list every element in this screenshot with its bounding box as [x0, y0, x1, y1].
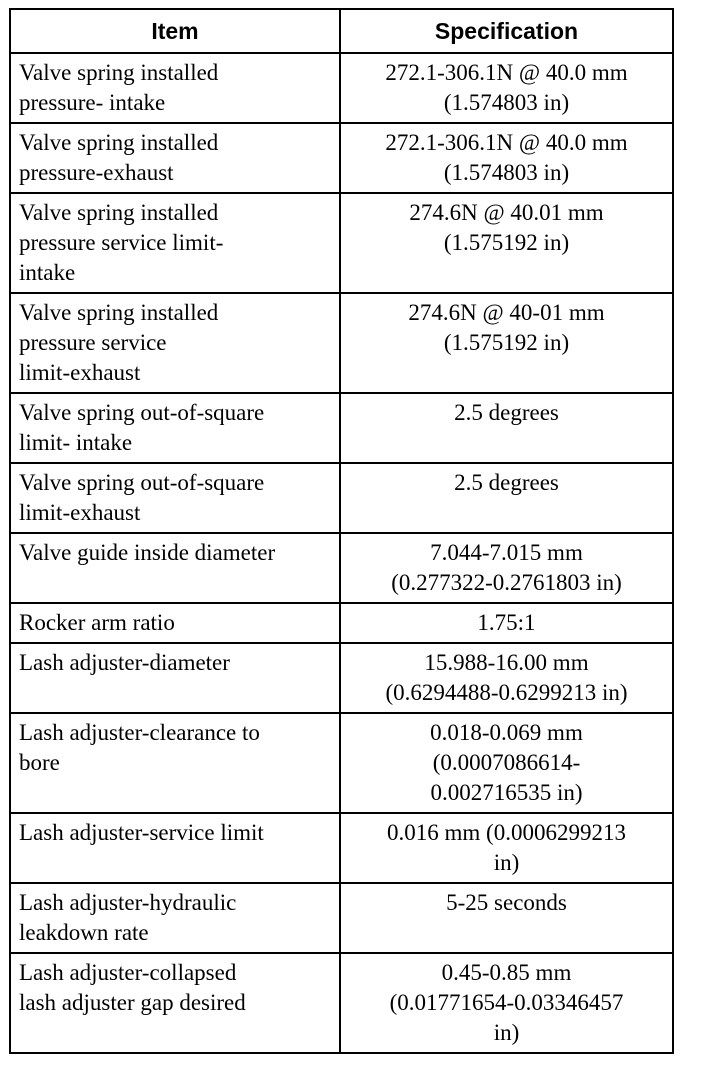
- specification-text: (0.6294488-0.6299213 in): [385, 680, 628, 705]
- item-text: pressure service: [19, 330, 167, 355]
- item-text: bore: [19, 750, 60, 775]
- table-row: [10, 123, 673, 193]
- item-text: Valve spring installed: [19, 300, 219, 325]
- specification-text: 0.016 mm (0.0006299213: [387, 820, 626, 845]
- specification-text: (0.0007086614-: [432, 750, 581, 775]
- specification-cell: [340, 463, 673, 533]
- specification-text: 272.1-306.1N @ 40.0 mm: [385, 130, 628, 155]
- specification-text: (1.575192 in): [443, 230, 570, 255]
- table-row: [10, 293, 673, 393]
- item-text: Valve spring installed: [19, 130, 219, 155]
- specification-text: in): [493, 850, 520, 875]
- item-cell: [10, 123, 340, 193]
- item-cell: [10, 53, 340, 123]
- specification-text: 1.75:1: [477, 610, 536, 635]
- item-cell: [10, 713, 340, 813]
- specification-text: 0.018-0.069 mm: [430, 720, 583, 745]
- item-text: Lash adjuster-diameter: [19, 650, 230, 675]
- item-text: limit-exhaust: [19, 360, 141, 385]
- item-cell: [10, 883, 340, 953]
- specification-text: 15.988-16.00 mm: [424, 650, 589, 675]
- specification-text: 0.002716535 in): [430, 780, 583, 805]
- item-text: Valve spring out-of-square: [19, 470, 265, 495]
- item-text: intake: [19, 260, 76, 285]
- table-row: [10, 193, 673, 293]
- specification-text: (1.575192 in): [443, 330, 570, 355]
- item-cell: [10, 463, 340, 533]
- item-cell: [10, 603, 340, 643]
- specification-text: 274.6N @ 40-01 mm: [408, 300, 605, 325]
- specification-text: 272.1-306.1N @ 40.0 mm: [385, 60, 628, 85]
- specification-cell: [340, 883, 673, 953]
- table-row: [10, 883, 673, 953]
- specification-text: 2.5 degrees: [454, 400, 559, 425]
- item-column-header: Item: [10, 9, 340, 53]
- item-text: Valve guide inside diameter: [19, 540, 276, 565]
- specification-cell: [340, 123, 673, 193]
- header-row: [10, 9, 673, 53]
- specification-cell: [340, 53, 673, 123]
- table-row: [10, 463, 673, 533]
- item-text: pressure service limit-: [19, 230, 224, 255]
- specification-cell: [340, 603, 673, 643]
- item-cell: [10, 953, 340, 1053]
- item-text: Lash adjuster-service limit: [19, 820, 264, 845]
- specification-column-header: Specification: [340, 9, 673, 53]
- specification-cell: [340, 393, 673, 463]
- item-cell: [10, 293, 340, 393]
- item-text: pressure- intake: [19, 90, 166, 115]
- table-row: [10, 533, 673, 603]
- item-text: Valve spring out-of-square: [19, 400, 265, 425]
- specification-text: 0.45-0.85 mm: [441, 960, 572, 985]
- specification-text: 274.6N @ 40.01 mm: [409, 200, 604, 225]
- specification-cell: [340, 643, 673, 713]
- item-text: Lash adjuster-collapsed: [19, 960, 237, 985]
- item-cell: [10, 643, 340, 713]
- item-text: Valve spring installed: [19, 200, 219, 225]
- specification-text: 5-25 seconds: [446, 890, 567, 915]
- specification-text: 2.5 degrees: [454, 470, 559, 495]
- item-cell: [10, 193, 340, 293]
- table-row: [10, 643, 673, 713]
- specification-text: 7.044-7.015 mm: [430, 540, 583, 565]
- specification-text: (1.574803 in): [443, 90, 570, 115]
- item-text: pressure-exhaust: [19, 160, 174, 185]
- item-text: lash adjuster gap desired: [19, 990, 246, 1015]
- item-text: Lash adjuster-clearance to: [19, 720, 260, 745]
- specification-cell: [340, 953, 673, 1053]
- table-row: [10, 953, 673, 1053]
- item-cell: [10, 393, 340, 463]
- item-text: Valve spring installed: [19, 60, 219, 85]
- specification-cell: [340, 193, 673, 293]
- table-row: [10, 603, 673, 643]
- item-text: Rocker arm ratio: [19, 610, 175, 635]
- item-cell: [10, 533, 340, 603]
- specification-cell: [340, 713, 673, 813]
- table-row: [10, 53, 673, 123]
- item-text: limit- intake: [19, 430, 133, 455]
- item-cell: [10, 813, 340, 883]
- specification-cell: [340, 293, 673, 393]
- item-text: Lash adjuster-hydraulic: [19, 890, 237, 915]
- specification-text: (0.277322-0.2761803 in): [391, 570, 622, 595]
- specification-cell: [340, 533, 673, 603]
- item-text: limit-exhaust: [19, 500, 141, 525]
- table-row: [10, 393, 673, 463]
- table-header: [10, 9, 673, 53]
- table-row: [10, 713, 673, 813]
- specification-text: in): [493, 1020, 520, 1045]
- specification-table: [9, 8, 674, 1054]
- specification-text: (0.01771654-0.03346457: [389, 990, 624, 1015]
- table-row: [10, 813, 673, 883]
- item-text: leakdown rate: [19, 920, 149, 945]
- specification-cell: [340, 813, 673, 883]
- specification-text: (1.574803 in): [443, 160, 570, 185]
- table-body: [10, 53, 673, 1053]
